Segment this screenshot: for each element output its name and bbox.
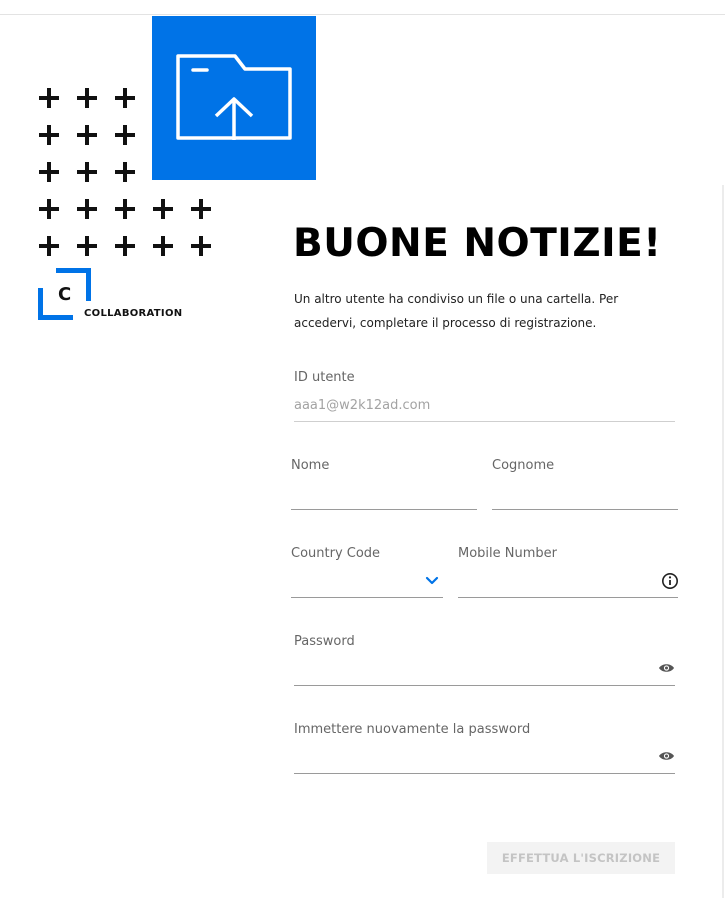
plus-icon <box>39 162 59 182</box>
last-name-label: Cognome <box>492 458 555 473</box>
user-id-label: ID utente <box>294 370 355 385</box>
plus-icon <box>115 88 135 108</box>
plus-icon <box>115 236 135 256</box>
plus-icon <box>77 162 97 182</box>
plus-icon <box>191 199 211 219</box>
plus-icon <box>115 162 135 182</box>
password-confirm-underline <box>294 773 675 774</box>
eye-icon[interactable] <box>658 750 675 762</box>
chevron-down-icon[interactable] <box>425 576 439 586</box>
register-button[interactable]: EFFETTUA L'ISCRIZIONE <box>487 842 675 874</box>
user-id-underline <box>294 421 675 422</box>
logo-text: COLLABORATION <box>84 308 183 319</box>
plus-icon <box>77 125 97 145</box>
eye-icon[interactable] <box>658 662 675 674</box>
plus-icon <box>77 236 97 256</box>
right-divider <box>722 185 724 898</box>
user-id-value: aaa1@w2k12ad.com <box>294 398 431 413</box>
first-name-underline <box>291 509 477 510</box>
info-icon[interactable] <box>661 572 679 590</box>
plus-icon <box>153 199 173 219</box>
mobile-number-label: Mobile Number <box>458 546 557 561</box>
plus-icon <box>39 199 59 219</box>
folder-upload-tile <box>152 16 316 180</box>
first-name-label: Nome <box>291 458 330 473</box>
last-name-underline <box>492 509 678 510</box>
mobile-number-underline <box>458 597 678 598</box>
plus-icon <box>77 199 97 219</box>
plus-icon <box>77 88 97 108</box>
country-code-underline <box>291 597 443 598</box>
password-confirm-label: Immettere nuovamente la password <box>294 722 531 737</box>
plus-icon <box>115 199 135 219</box>
plus-icon <box>191 236 211 256</box>
plus-icon <box>39 88 59 108</box>
plus-icon <box>39 236 59 256</box>
password-label: Password <box>294 634 355 649</box>
intro-text: Un altro utente ha condiviso un file o una cartella. Per accedervi, completare il processo di registrazione. <box>294 292 619 330</box>
plus-icon <box>153 236 173 256</box>
page-title: BUONE NOTIZIE! <box>293 221 662 266</box>
country-code-label: Country Code <box>291 546 381 561</box>
folder-upload-icon <box>152 16 316 180</box>
logo-letter: C <box>58 284 72 305</box>
password-underline <box>294 685 675 686</box>
top-divider <box>0 14 725 15</box>
plus-icon <box>115 125 135 145</box>
plus-icon <box>39 125 59 145</box>
